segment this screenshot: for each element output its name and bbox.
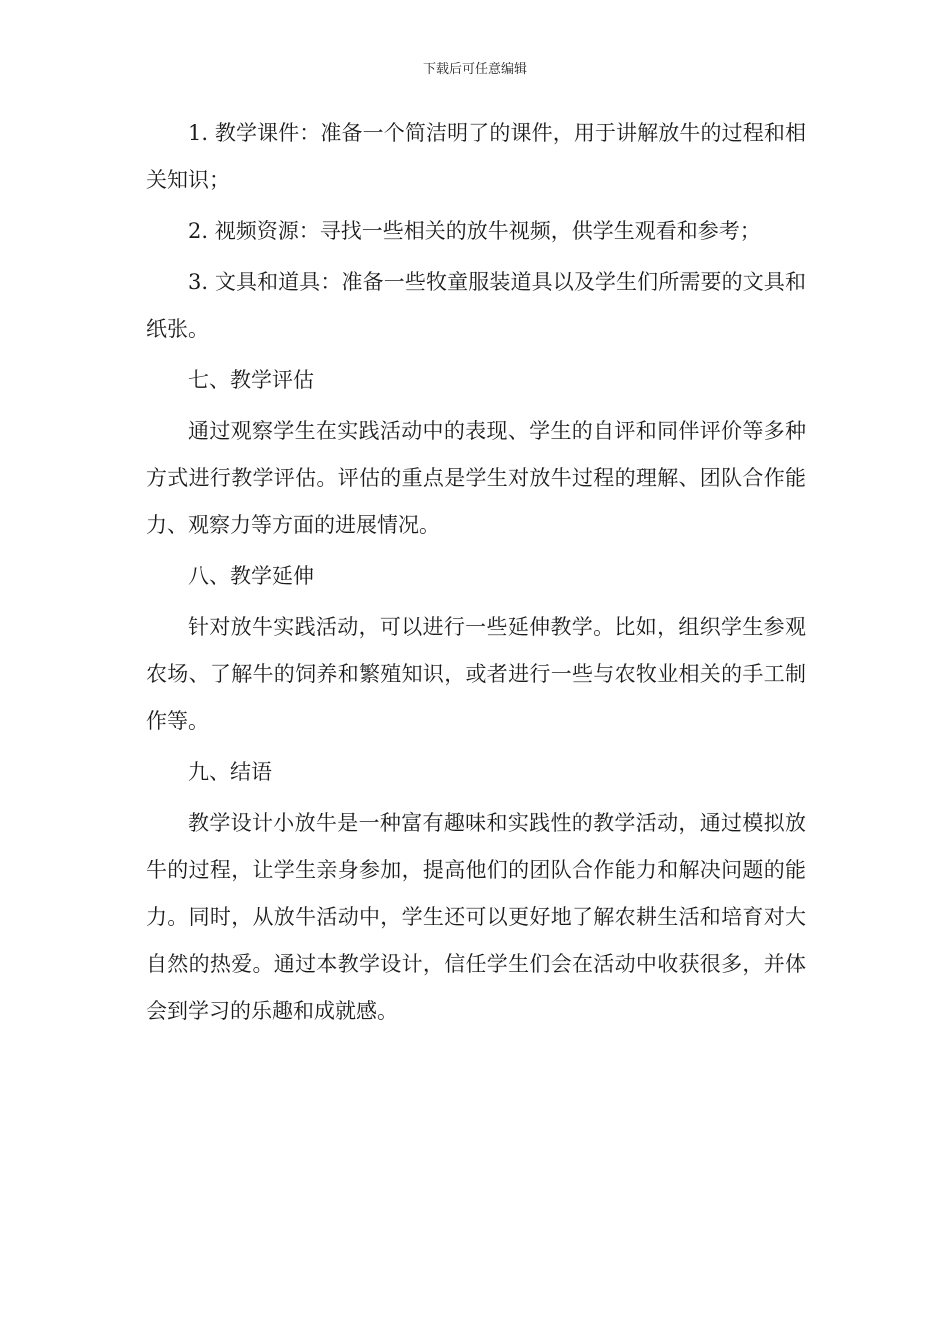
page-header: 下载后可任意编辑 (422, 62, 527, 77)
list-item-video: 2. 视频资源：寻找一些相关的放牛视频，供学生观看和参考； (188, 219, 761, 243)
document-body (146, 110, 806, 1039)
conclusion-paragraph: 教学设计小放牛是一种富有趣味和实践性的教学活动，通过模拟放牛的过程，让学生亲身参加，提高他们的团队合作能力和解决问题的能力。同时，从放牛活动中，学生还可以更好地了解农耕生活和培育对大自然的热爱。通过本教学设计，信任学生们会在活动中收获很多，并体会到学习的乐趣和成就感。 (146, 811, 806, 1023)
section-heading-evaluation: 七、教学评估 (188, 368, 314, 392)
evaluation-paragraph: 通过观察学生在实践活动中的表现、学生的自评和同伴评价等多种方式进行教学评估。评估的重点是学生对放牛过程的理解、团队合作能力、观察力等方面的进展情况。 (146, 419, 806, 537)
section-heading-extension: 八、教学延伸 (188, 564, 314, 588)
section-heading-conclusion: 九、结语 (188, 760, 272, 784)
list-item-stationery: 3. 文具和道具：准备一些牧童服装道具以及学生们所需要的文具和纸张。 (146, 270, 806, 341)
extension-paragraph: 针对放牛实践活动，可以进行一些延伸教学。比如，组织学生参观农场、了解牛的饲养和繁殖知识，或者进行一些与农牧业相关的手工制作等。 (146, 615, 806, 733)
list-item-courseware: 1. 教学课件：准备一个简洁明了的课件，用于讲解放牛的过程和相关知识； (146, 121, 806, 192)
